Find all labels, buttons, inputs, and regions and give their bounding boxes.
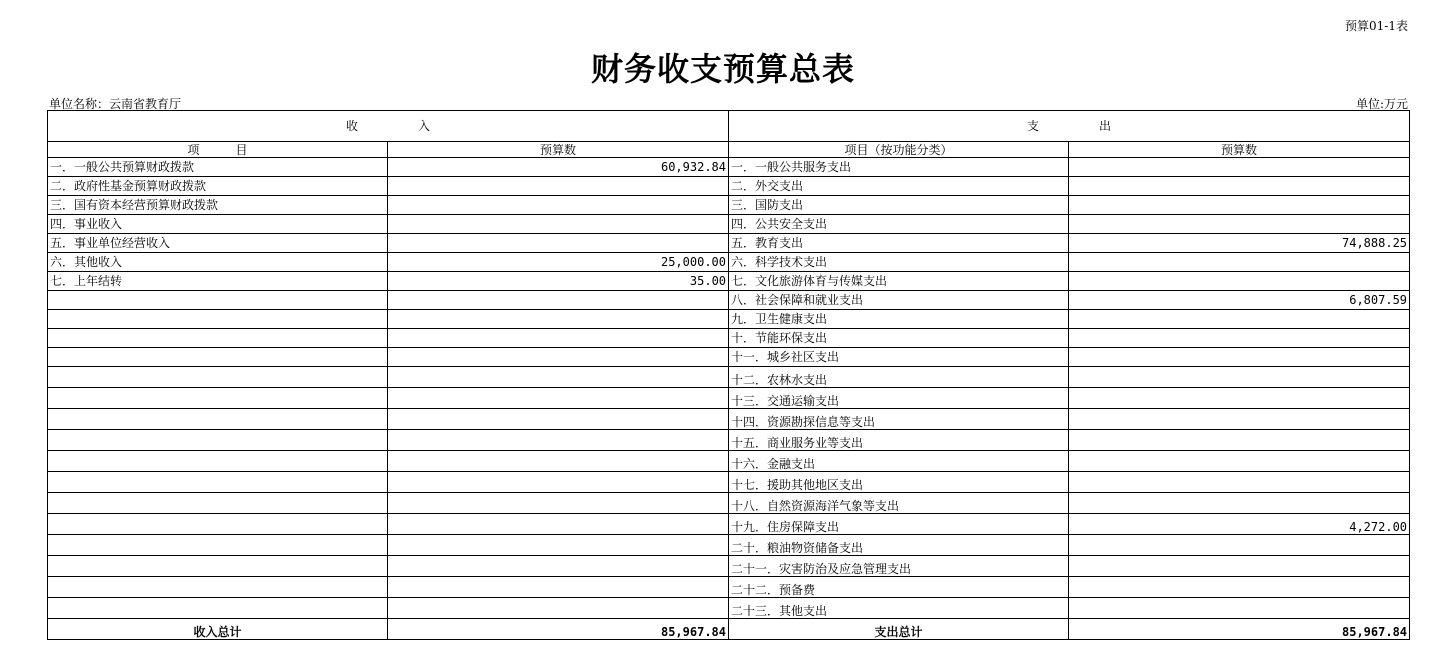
income-item-cell	[48, 291, 388, 310]
expense-amount-header: 预算数	[1069, 142, 1410, 158]
expense-amount-cell	[1069, 598, 1410, 619]
income-amount-cell: 35.00	[388, 272, 729, 291]
table-row	[48, 556, 1410, 577]
form-number: 预算01-1表	[1345, 19, 1408, 33]
unit-name: 单位名称：云南省教育厅	[49, 97, 182, 111]
table-row	[48, 158, 1410, 177]
expense-item-cell: 十四．资源勘探信息等支出	[729, 409, 1069, 430]
income-section-header: 收 入	[48, 111, 729, 142]
income-item-cell	[48, 598, 388, 619]
income-total-label: 收入总计	[48, 619, 388, 640]
expense-amount-cell	[1069, 253, 1410, 272]
expense-item-cell: 一．一般公共服务支出	[729, 158, 1069, 177]
currency-unit: 单位:万元	[1355, 97, 1408, 111]
expense-amount-cell	[1069, 196, 1410, 215]
income-amount-cell	[388, 196, 729, 215]
table-row	[48, 215, 1410, 234]
table-row	[48, 535, 1410, 556]
table-row	[48, 234, 1410, 253]
totals-row	[48, 619, 1410, 640]
income-item-cell	[48, 409, 388, 430]
income-item-cell: 六．其他收入	[48, 253, 388, 272]
income-item-cell: 二．政府性基金预算财政拨款	[48, 177, 388, 196]
income-amount-cell	[388, 388, 729, 409]
expense-amount-cell	[1069, 348, 1410, 367]
table-row	[48, 253, 1410, 272]
income-item-cell	[48, 430, 388, 451]
income-amount-cell: 25,000.00	[388, 253, 729, 272]
expense-item-cell: 二十一．灾害防治及应急管理支出	[729, 556, 1069, 577]
expense-item-cell: 十六．金融支出	[729, 451, 1069, 472]
table-row	[48, 409, 1410, 430]
expense-amount-cell	[1069, 310, 1410, 329]
income-item-cell	[48, 577, 388, 598]
expense-total-amount: 85,967.84	[1069, 619, 1410, 640]
income-item-cell: 五．事业单位经营收入	[48, 234, 388, 253]
expense-item-cell: 八．社会保障和就业支出	[729, 291, 1069, 310]
income-item-cell: 四．事业收入	[48, 215, 388, 234]
income-item-cell	[48, 493, 388, 514]
income-amount-cell	[388, 577, 729, 598]
income-item-cell	[48, 514, 388, 535]
expense-amount-cell	[1069, 409, 1410, 430]
expense-amount-cell	[1069, 272, 1410, 291]
income-amount-cell	[388, 451, 729, 472]
expense-item-cell: 二十．粮油物资储备支出	[729, 535, 1069, 556]
table-row	[48, 272, 1410, 291]
income-item-cell	[48, 367, 388, 388]
income-item-cell: 一．一般公共预算财政拨款	[48, 158, 388, 177]
income-amount-cell: 60,932.84	[388, 158, 729, 177]
income-amount-cell	[388, 535, 729, 556]
table-row	[48, 291, 1410, 310]
table-row	[48, 329, 1410, 348]
expense-item-cell: 七．文化旅游体育与传媒支出	[729, 272, 1069, 291]
income-amount-cell	[388, 493, 729, 514]
expense-amount-cell	[1069, 535, 1410, 556]
expense-total-label: 支出总计	[729, 619, 1069, 640]
expense-item-header: 项目（按功能分类）	[729, 142, 1069, 158]
table-row	[48, 493, 1410, 514]
expense-section-header: 支 出	[729, 111, 1410, 142]
income-amount-cell	[388, 472, 729, 493]
income-item-cell	[48, 451, 388, 472]
table-row	[48, 577, 1410, 598]
expense-item-cell: 二十三．其他支出	[729, 598, 1069, 619]
expense-amount-cell	[1069, 577, 1410, 598]
table-row	[48, 310, 1410, 329]
income-item-cell	[48, 329, 388, 348]
table-row	[48, 388, 1410, 409]
section-header-row	[48, 111, 1410, 142]
income-amount-cell	[388, 291, 729, 310]
income-amount-cell	[388, 598, 729, 619]
income-item-header: 项 目	[48, 142, 388, 158]
income-amount-cell	[388, 234, 729, 253]
income-amount-cell	[388, 430, 729, 451]
expense-item-cell: 五．教育支出	[729, 234, 1069, 253]
expense-amount-cell: 74,888.25	[1069, 234, 1410, 253]
expense-amount-cell	[1069, 367, 1410, 388]
expense-item-cell: 十二．农林水支出	[729, 367, 1069, 388]
expense-amount-cell	[1069, 556, 1410, 577]
income-item-cell	[48, 310, 388, 329]
income-amount-cell	[388, 329, 729, 348]
table-row	[48, 367, 1410, 388]
expense-item-cell: 四．公共安全支出	[729, 215, 1069, 234]
income-item-cell: 三．国有资本经营预算财政拨款	[48, 196, 388, 215]
expense-item-cell: 十三．交通运输支出	[729, 388, 1069, 409]
income-item-cell	[48, 535, 388, 556]
expense-item-cell: 三．国防支出	[729, 196, 1069, 215]
page-title: 财务收支预算总表	[590, 50, 855, 88]
table-row	[48, 348, 1410, 367]
expense-amount-cell	[1069, 158, 1410, 177]
income-item-cell	[48, 556, 388, 577]
expense-item-cell: 十五．商业服务业等支出	[729, 430, 1069, 451]
income-amount-header: 预算数	[388, 142, 729, 158]
expense-item-cell: 十一．城乡社区支出	[729, 348, 1069, 367]
expense-item-cell: 六．科学技术支出	[729, 253, 1069, 272]
income-amount-cell	[388, 556, 729, 577]
income-item-cell	[48, 388, 388, 409]
expense-item-cell: 十九．住房保障支出	[729, 514, 1069, 535]
expense-amount-cell	[1069, 493, 1410, 514]
expense-amount-cell	[1069, 177, 1410, 196]
column-header-row	[48, 142, 1410, 158]
expense-amount-cell	[1069, 430, 1410, 451]
table-row	[48, 451, 1410, 472]
expense-amount-cell	[1069, 451, 1410, 472]
income-amount-cell	[388, 215, 729, 234]
expense-item-cell: 二．外交支出	[729, 177, 1069, 196]
income-amount-cell	[388, 177, 729, 196]
table-row	[48, 472, 1410, 493]
income-item-cell	[48, 472, 388, 493]
expense-item-cell: 十八．自然资源海洋气象等支出	[729, 493, 1069, 514]
expense-amount-cell	[1069, 472, 1410, 493]
income-item-cell: 七．上年结转	[48, 272, 388, 291]
income-amount-cell	[388, 409, 729, 430]
table-row	[48, 598, 1410, 619]
table-row	[48, 514, 1410, 535]
expense-item-cell: 二十二．预备费	[729, 577, 1069, 598]
table-row	[48, 177, 1410, 196]
expense-item-cell: 九．卫生健康支出	[729, 310, 1069, 329]
income-amount-cell	[388, 348, 729, 367]
income-amount-cell	[388, 514, 729, 535]
income-amount-cell	[388, 310, 729, 329]
income-amount-cell	[388, 367, 729, 388]
expense-amount-cell: 4,272.00	[1069, 514, 1410, 535]
expense-item-cell: 十．节能环保支出	[729, 329, 1069, 348]
income-total-amount: 85,967.84	[388, 619, 729, 640]
expense-amount-cell	[1069, 388, 1410, 409]
expense-amount-cell: 6,807.59	[1069, 291, 1410, 310]
expense-amount-cell	[1069, 215, 1410, 234]
expense-amount-cell	[1069, 329, 1410, 348]
table-row	[48, 430, 1410, 451]
table-row	[48, 196, 1410, 215]
expense-item-cell: 十七．援助其他地区支出	[729, 472, 1069, 493]
budget-summary-table	[47, 110, 1410, 640]
income-item-cell	[48, 348, 388, 367]
